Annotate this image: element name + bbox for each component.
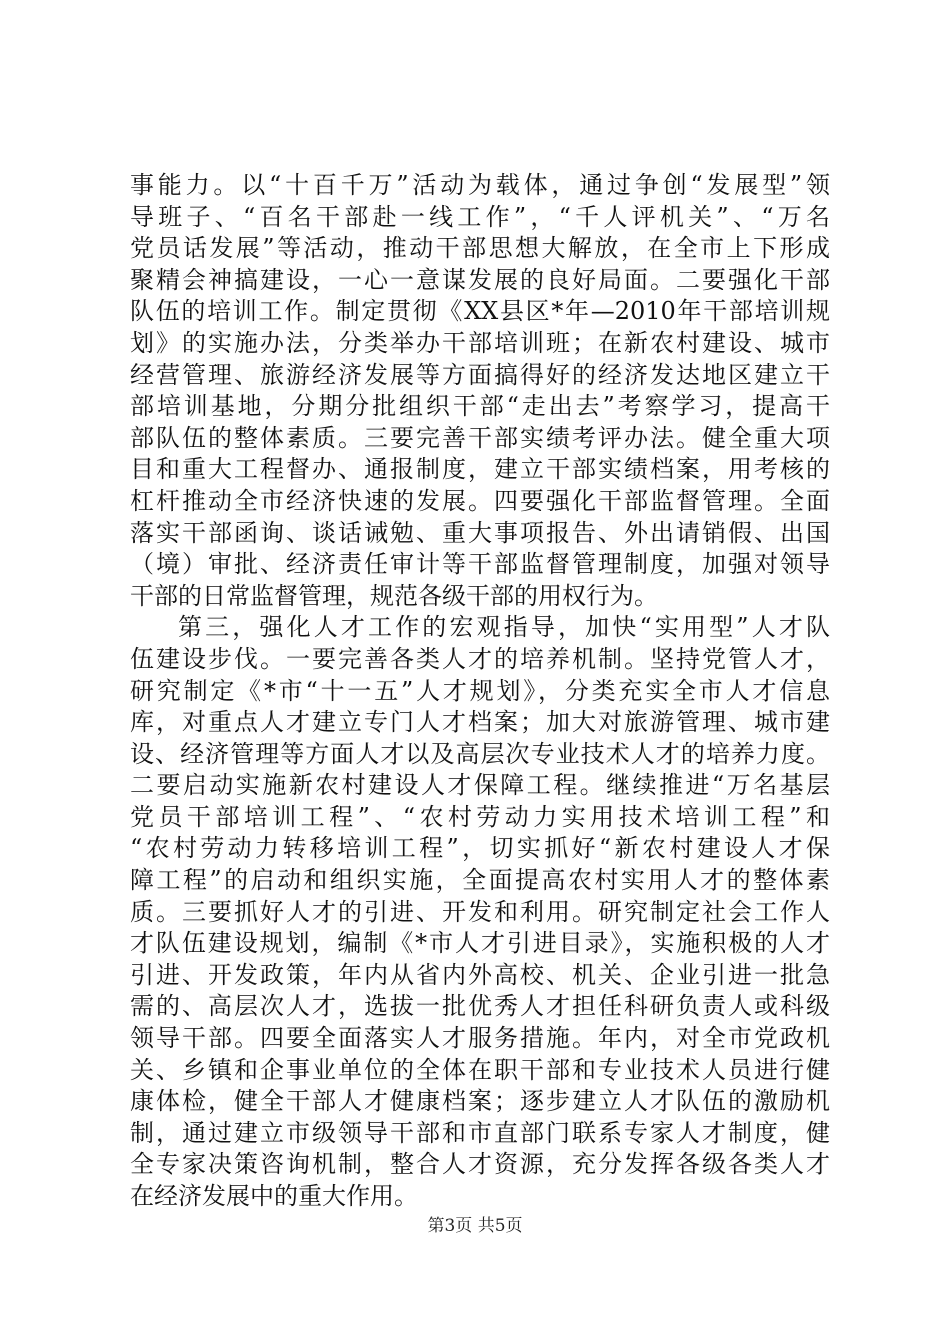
text-line: 导班子、“百名干部赴一线工作”，“千人评机关”、“万名 [130, 202, 830, 231]
text-line: 部培训基地，分期分批组织干部“走出去”考察学习，提高干 [130, 392, 830, 421]
text-line: 二要启动实施新农村建设人才保障工程。继续推进“万名基层 [130, 771, 830, 800]
text-line: 质。三要抓好人才的引进、开发和利用。研究制定社会工作人 [130, 897, 830, 926]
text-line: 聚精会神搞建设，一心一意谋发展的良好局面。二要强化干部 [130, 265, 830, 294]
text-line: 领导干部。四要全面落实人才服务措施。年内，对全市党政机 [130, 1024, 830, 1053]
text-line: 设、经济管理等方面人才以及高层次专业技术人才的培养力度。 [130, 739, 830, 768]
paragraph-start-line: 第三，强化人才工作的宏观指导，加快“实用型”人才队 [178, 613, 830, 642]
text-line: 事能力。以“十百千万”活动为载体，通过争创“发展型”领 [130, 171, 830, 199]
text-line: 全专家决策咨询机制，整合人才资源，充分发挥各级各类人才 [130, 1150, 830, 1179]
text-line: 目和重大工程督办、通报制度，建立干部实绩档案，用考核的 [130, 455, 830, 484]
text-line: 队伍的培训工作。制定贯彻《XX县区*年—2010年干部培训规 [130, 297, 830, 326]
text-line: 制，通过建立市级领导干部和市直部门联系专家人才制度，健 [130, 1118, 830, 1147]
text-line: 才队伍建设规划，编制《*市人才引进目录》，实施积极的人才 [130, 929, 830, 958]
text-line: 经营管理、旅游经济发展等方面搞得好的经济发达地区建立干 [130, 360, 830, 389]
text-line: 划》的实施办法，分类举办干部培训班；在新农村建设、城市 [130, 328, 830, 357]
text-line: 障工程”的启动和组织实施，全面提高农村实用人才的整体素 [130, 866, 830, 895]
text-line: 库，对重点人才建立专门人才档案；加大对旅游管理、城市建 [130, 708, 830, 737]
text-line: 引进、开发政策，年内从省内外高校、机关、企业引进一批急 [130, 960, 830, 989]
text-line: 伍建设步伐。一要完善各类人才的培养机制。坚持党管人才， [130, 644, 830, 673]
paragraph-end-line: 在经济发展中的重大作用。 [130, 1182, 418, 1210]
text-line: 需的、高层次人才，选拔一批优秀人才担任科研负责人或科级 [130, 992, 830, 1021]
text-line: 党员话发展”等活动，推动干部思想大解放，在全市上下形成 [130, 234, 830, 263]
text-line: “农村劳动力转移培训工程”，切实抓好“新农村建设人才保 [130, 834, 830, 863]
text-line: 康体检，健全干部人才健康档案；逐步建立人才队伍的激励机 [130, 1087, 830, 1116]
text-line: 党员干部培训工程”、“农村劳动力实用技术培训工程”和 [130, 802, 830, 831]
body-text [130, 170, 830, 1213]
text-line: 研究制定《*市“十一五”人才规划》，分类充实全市人才信息 [130, 676, 830, 705]
text-line: 关、乡镇和企事业单位的全体在职干部和专业技术人员进行健 [130, 1055, 830, 1084]
paragraph-end-line: 干部的日常监督管理，规范各级干部的用权行为。 [130, 581, 658, 610]
text-line: 落实干部函询、谈话诫勉、重大事项报告、外出请销假、出国 [130, 518, 830, 547]
text-line: 部队伍的整体素质。三要完善干部实绩考评办法。健全重大项 [130, 423, 830, 452]
text-line: （境）审批、经济责任审计等干部监督管理制度，加强对领导 [130, 550, 830, 579]
text-line: 杠杆推动全市经济快速的发展。四要强化干部监督管理。全面 [130, 486, 830, 515]
page-number-footer: 第3页 共5页 [427, 1216, 523, 1236]
